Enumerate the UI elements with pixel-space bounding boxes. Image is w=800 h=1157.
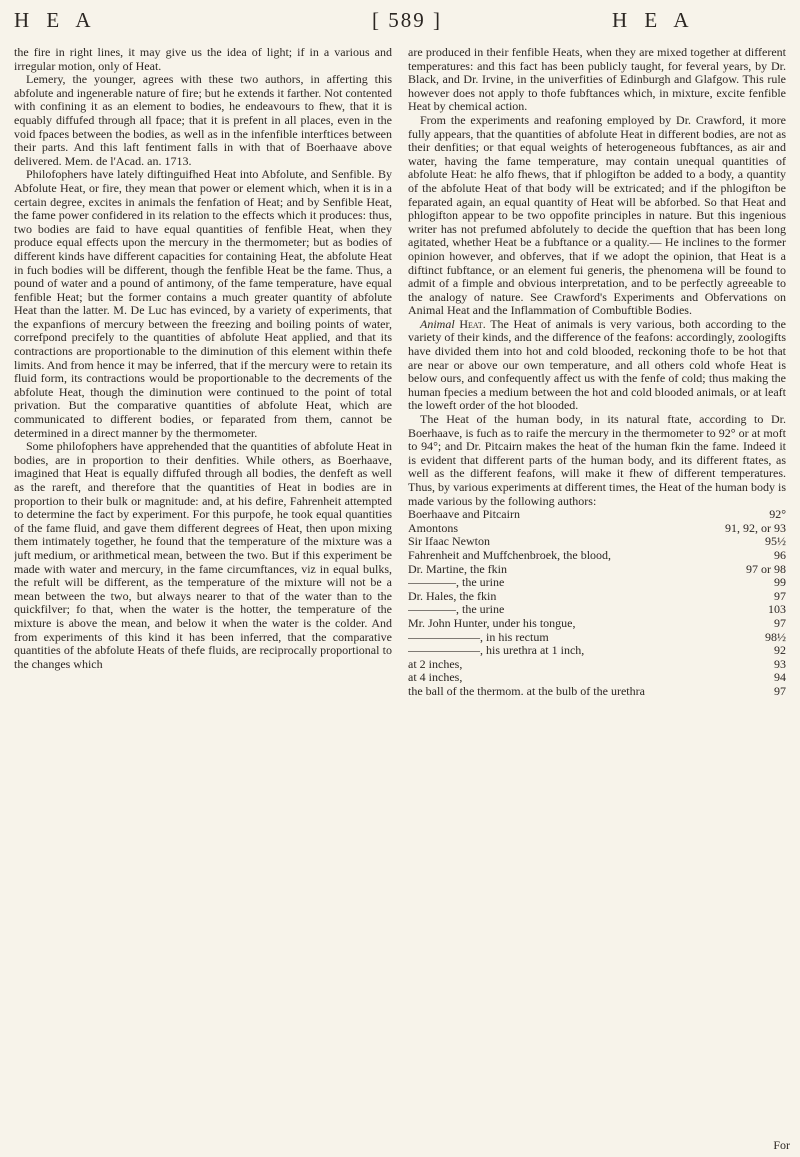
table-row [408, 549, 786, 563]
paragraph: The Heat of the human body, in its natural ftate, according to Dr. Boerhaave, is fuch as to raife the mercury in the thermometer to 92° or at moft to 94°; and Dr. Pitcairn makes the heat of the human fkin the fame. Indeed it is evident that different parts of the human body, and its different ftates, as well as the different feafons, will make it fhew of different temperatures. Thus, by various experiments at different times, the Heat of the human body is made various by the following authors: [408, 412, 786, 508]
table-label: Dr. Martine, the fkin [408, 561, 507, 576]
catchword: For [773, 1138, 790, 1152]
table-label: ————, the urine [408, 575, 505, 590]
temperature-table [408, 508, 786, 698]
table-row [408, 617, 786, 631]
table-row [408, 590, 786, 604]
table-row [408, 522, 786, 536]
table-value: 92 [774, 643, 786, 658]
table-label: Boerhaave and Pitcairn [408, 507, 520, 522]
header-right: H E A [612, 8, 695, 32]
table-value: 99 [774, 575, 786, 590]
table-value: 91, 92, or 93 [725, 520, 786, 535]
paragraph-text: The Heat of animals is very various, both according to the variety of their kinds, and the difference of the feafons: accordingly, zoologifts have divided them into hot and cold blooded, reckoning thofe to be hot that are near or above our own temperature, and all others cold whofe Heat is below ours, and confequently affect us with the fenfe of cold; thus making the human fpecies a medium between the hot and cold blooded animals, or at leaft the loweft order of the hot blooded. [408, 316, 786, 413]
table-label: ——————, his urethra at 1 inch, [408, 643, 585, 658]
table-label: Fahrenheit and Muffchenbroek, the blood, [408, 547, 612, 562]
table-value: 97 [774, 683, 786, 698]
table-row [408, 508, 786, 522]
paragraph: the fire in right lines, it may give us the idea of light; if in a various and irregular motion, only of Heat. [14, 46, 392, 73]
running-header [0, 8, 800, 38]
header-left: H E A [14, 8, 97, 32]
table-label: Dr. Hales, the fkin [408, 588, 497, 603]
table-label: at 4 inches, [408, 670, 463, 685]
table-label: Sir Ifaac Newton [408, 534, 490, 549]
table-label: the ball of the thermom. at the bulb of the urethra [408, 683, 645, 698]
paragraph: Philofophers have lately diftinguifhed Heat into Abfolute, and Senfible. By Abfolute Heat, or fire, they mean that power or element which, when it is in a certain degree, excites in animals the fenfation of Heat; and by Senfible Heat, the fame power confidered in its relation to the effects which it produces: thus, two bodies are faid to have equal quantities of fenfible Heat, when they produce equal effects upon the mercury in the thermometer; but as bodies of different kinds have different capacities for containing Heat, the abfolute Heat in fuch bodies will be different, though the fenfible Heat be the fame. Thus, a pound of water and a pound of antimony, of the fame temperature, have equal fenfible Heat; but the former contains a much greater quantity of abfolute Heat than the latter. M. De Luc has evinced, by a variety of experiments, that the expanfions of mercury between the freezing and boiling points of water, correfpond precifely to the quantities of abfolute Heat applied, and that its contractions are proportionable to the diminution of this element within thefe limits. And from hence it may be inferred, that if the mercury were to retain its fluid form, its contractions would be proportionable to the decrements of the abfolute Heat, though the diminution were continued to the point of total privation. But the comparative quantities of abfolute Heat, which are communicated to different bodies, or feparated from them, cannot be determined in a direct manner by the thermometer. [14, 167, 392, 440]
table-label: ——————, in his rectum [408, 629, 549, 644]
table-value: 95½ [765, 534, 786, 549]
table-row [408, 685, 786, 699]
entry-head: Heat. [459, 316, 486, 331]
entry-lead: Animal [420, 316, 455, 331]
paragraph-animal-heat [408, 318, 786, 413]
table-row [408, 644, 786, 658]
left-column [14, 46, 392, 1146]
table-row [408, 631, 786, 645]
table-label: Mr. John Hunter, under his tongue, [408, 615, 576, 630]
table-value: 98½ [765, 629, 786, 644]
table-value: 93 [774, 656, 786, 671]
table-value: 92° [769, 507, 786, 522]
table-value: 97 [774, 615, 786, 630]
table-row [408, 603, 786, 617]
paragraph: From the experiments and reafoning employed by Dr. Crawford, it more fully appears, that the quantities of abfolute Heat in different bodies, are not as their denfities; or that equal weights of heterogeneous fubftances, as air and water, having the fame temperature, may contain unequal quantities of abfolute Heat: he alfo fhews, that if phlogifton be added to a body, a quantity of the abfolute Heat of that body will be extricated; and if the phlogifton be feparated again, an equal quantity of Heat will be abforbed. So that Heat and phlogifton appear to be two oppofite principles in nature. But this ingenious writer has not prefumed abfolutely to decide the queftion that has been long agitated, whether Heat be a fubftance or a quality.— He inclines to the former opinion however, and obferves, that if we adopt the opinion, that Heat is a diftinct fubftance, or an element fui generis, the phenomena will be found to admit of a fimple and obvious interpretation, and to be perfectly agreeable to the analogy of nature. See Crawford's Experiments and Obfervations on Animal Heat and the Inflammation of Combuftible Bodies. [408, 112, 786, 318]
table-value: 97 [774, 588, 786, 603]
right-column [408, 46, 786, 1146]
table-row [408, 535, 786, 549]
table-value: 97 or 98 [746, 561, 786, 576]
table-value: 96 [774, 547, 786, 562]
table-value: 103 [768, 602, 786, 617]
paragraph: are produced in their fenfible Heats, when they are mixed together at different temperatures: and this fact has been publicly taught, for feveral years, by Dr. Black, and Dr. Irvine, in the univerfities of Edinburgh and Glafgow. This rule however does not apply to thofe fubftances which, in mixture, excite fenfible Heat by chemical action. [408, 46, 786, 114]
table-value: 94 [774, 670, 786, 685]
table-label: ————, the urine [408, 602, 505, 617]
page-number: [ 589 ] [372, 8, 442, 32]
table-row [408, 671, 786, 685]
table-row [408, 658, 786, 672]
table-label: Amontons [408, 520, 459, 535]
paragraph: Lemery, the younger, agrees with these two authors, in afferting this abfolute and ingenerable nature of fire; but he extends it farther. Not contented with confining it as an element to bodies, he endeavours to fhew, that it is equably diffufed through all fpace; that it is prefent in all places, even in the void fpaces between the bodies, as well as in the infenfible interftices between their parts. And this laft fentiment falls in with that of Boerhaave above delivered. Mem. de l'Acad. an. 1713. [14, 72, 392, 168]
table-label: at 2 inches, [408, 656, 463, 671]
table-row [408, 576, 786, 590]
table-row [408, 563, 786, 577]
paragraph: Some philofophers have apprehended that the quantities of abfolute Heat in bodies, are in proportion to their denfities. While others, as Boerhaave, imagined that Heat is equally diffufed through all bodies, the denfeft as well as the rareft, and therefore that the quantities of Heat in bodies are in proportion to their bulk or magnitude: and, at his defire, Fahrenheit attempted to determine the fact by experiment. For this purpofe, he took equal quantities of the fame fluid, and gave them different degrees of Heat, then upon mixing them intimately together, he found that the temperature of the mixture was a juft medium, or arithmetical mean, between the two. But if this experiment be made with water and mercury, in the fame circumftances, viz in equal bulks, the refult will be different, as the temperature of the mixture will not be a mean between the two, but always nearer to that of the water than to the quickfilver; fo that, when the water is the hotter, the temperature of the mixture is above the mean, and below it when the water is the colder. And from experiments of this kind it has been inferred, that the comparative quantities of the abfolute Heats of thefe fluids, are reciprocally proportional to the changes which [14, 439, 392, 671]
